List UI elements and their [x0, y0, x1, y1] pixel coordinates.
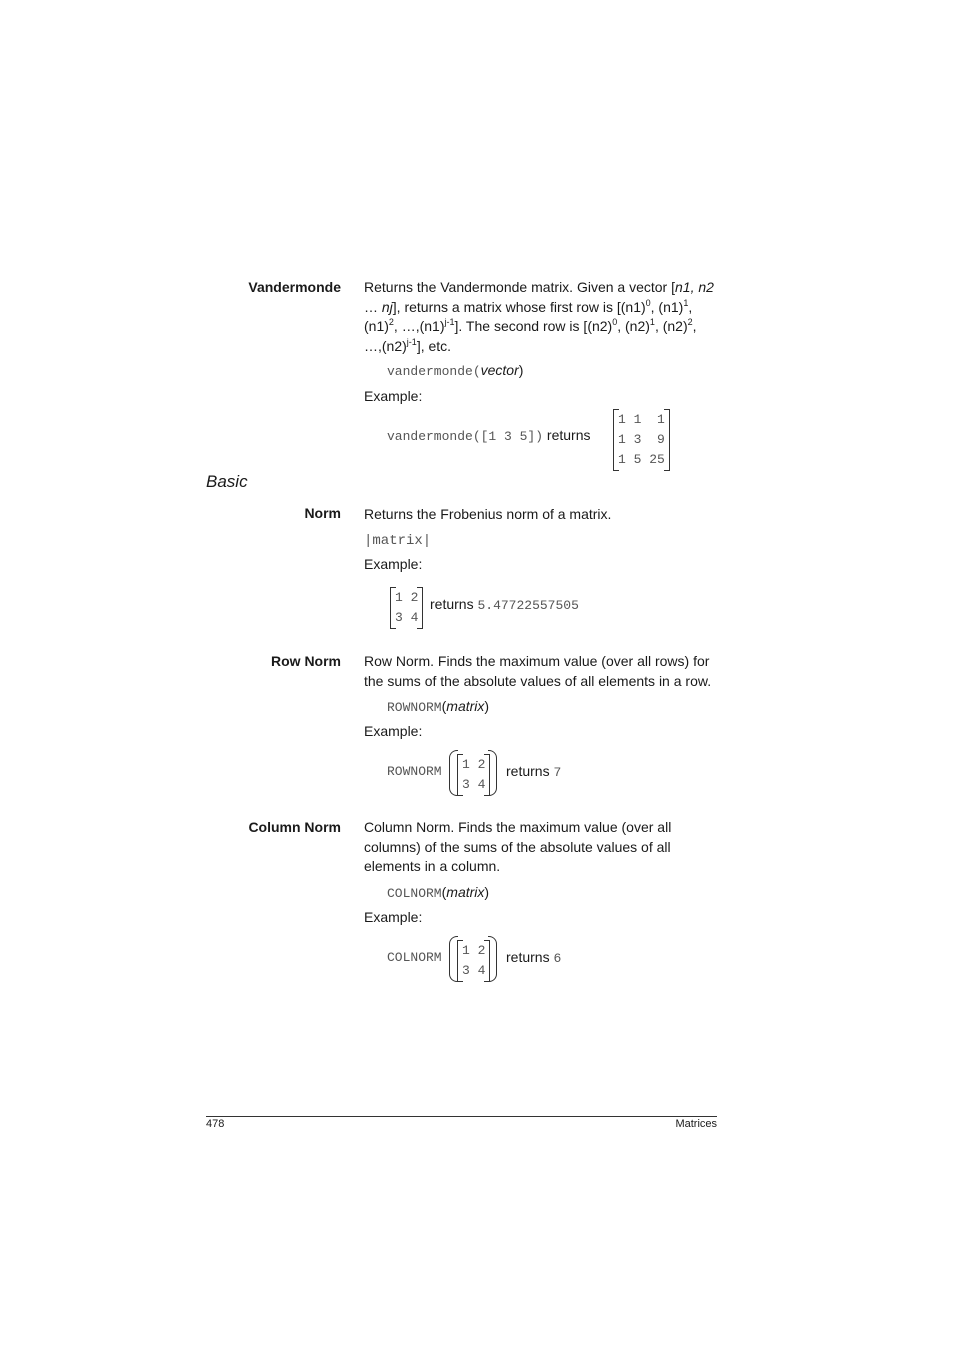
- footer-rule: [206, 1116, 717, 1117]
- row-norm-example-fn: ROWNORM: [387, 764, 442, 779]
- section-title-basic: Basic: [206, 472, 248, 491]
- column-norm-syntax: COLNORM(matrix): [387, 884, 490, 901]
- row-norm-example-label: Example:: [364, 723, 423, 739]
- column-norm-example-result: returns 6: [506, 949, 562, 966]
- matrix-row: 3 4: [462, 777, 486, 792]
- column-norm-example-fn: COLNORM: [387, 950, 442, 965]
- term-column-norm: Column Norm: [248, 819, 341, 835]
- chapter-name: Matrices: [675, 1118, 717, 1130]
- vandermonde-description: Returns the Vandermonde matrix. Given a vector [n1, n2 … nj], returns a matrix whose first row is [$(n1)^0$, $(n1)^1$, $(n1)^2$, $\dots,(n1)^{j-1}$]. The second row is [$(n2)^0$, $(n2)^1$, $(n2)^2$, $\dots,(n2)^{j-1}$], etc.: [364, 279, 714, 354]
- row-norm-example-result: returns 7: [506, 763, 562, 780]
- matrix-row: 1 2: [462, 943, 486, 958]
- term-norm: Norm: [304, 505, 341, 521]
- term-vandermonde: Vandermonde: [248, 279, 341, 295]
- norm-example-label: Example:: [364, 556, 423, 572]
- matrix-row: 1 1 1: [618, 412, 665, 427]
- norm-input-matrix: [390, 587, 423, 629]
- matrix-row: 1 2: [395, 590, 419, 605]
- vandermonde-syntax: vandermonde(vector): [387, 362, 524, 379]
- matrix-row: 3 4: [462, 963, 486, 978]
- vandermonde-example-call: vandermonde([1 3 5]) returns: [387, 427, 591, 444]
- column-norm-description: Column Norm. Finds the maximum value (over all columns) of the sums of the absolute values of all elements in a column.: [364, 819, 672, 874]
- column-norm-input-matrix: [457, 940, 490, 982]
- norm-description: Returns the Frobenius norm of a matrix.: [364, 506, 612, 522]
- row-norm-description: Row Norm. Finds the maximum value (over all rows) for the sums of the absolute values of all elements in a row.: [364, 653, 712, 689]
- norm-syntax: |matrix|: [364, 533, 432, 549]
- term-row-norm: Row Norm: [271, 653, 341, 669]
- row-norm-input-matrix: [457, 754, 490, 796]
- norm-example-result: returns 5.47722557505: [430, 596, 579, 613]
- column-norm-example-label: Example:: [364, 909, 423, 925]
- matrix-row: 3 4: [395, 610, 419, 625]
- matrix-row: 1 3 9: [618, 432, 665, 447]
- vandermonde-example-label: Example:: [364, 388, 423, 404]
- page-number: 478: [206, 1118, 225, 1130]
- matrix-row: 1 5 25: [618, 452, 665, 467]
- row-norm-syntax: ROWNORM(matrix): [387, 698, 490, 715]
- vandermonde-result-matrix: [613, 409, 670, 471]
- matrix-row: 1 2: [462, 757, 486, 772]
